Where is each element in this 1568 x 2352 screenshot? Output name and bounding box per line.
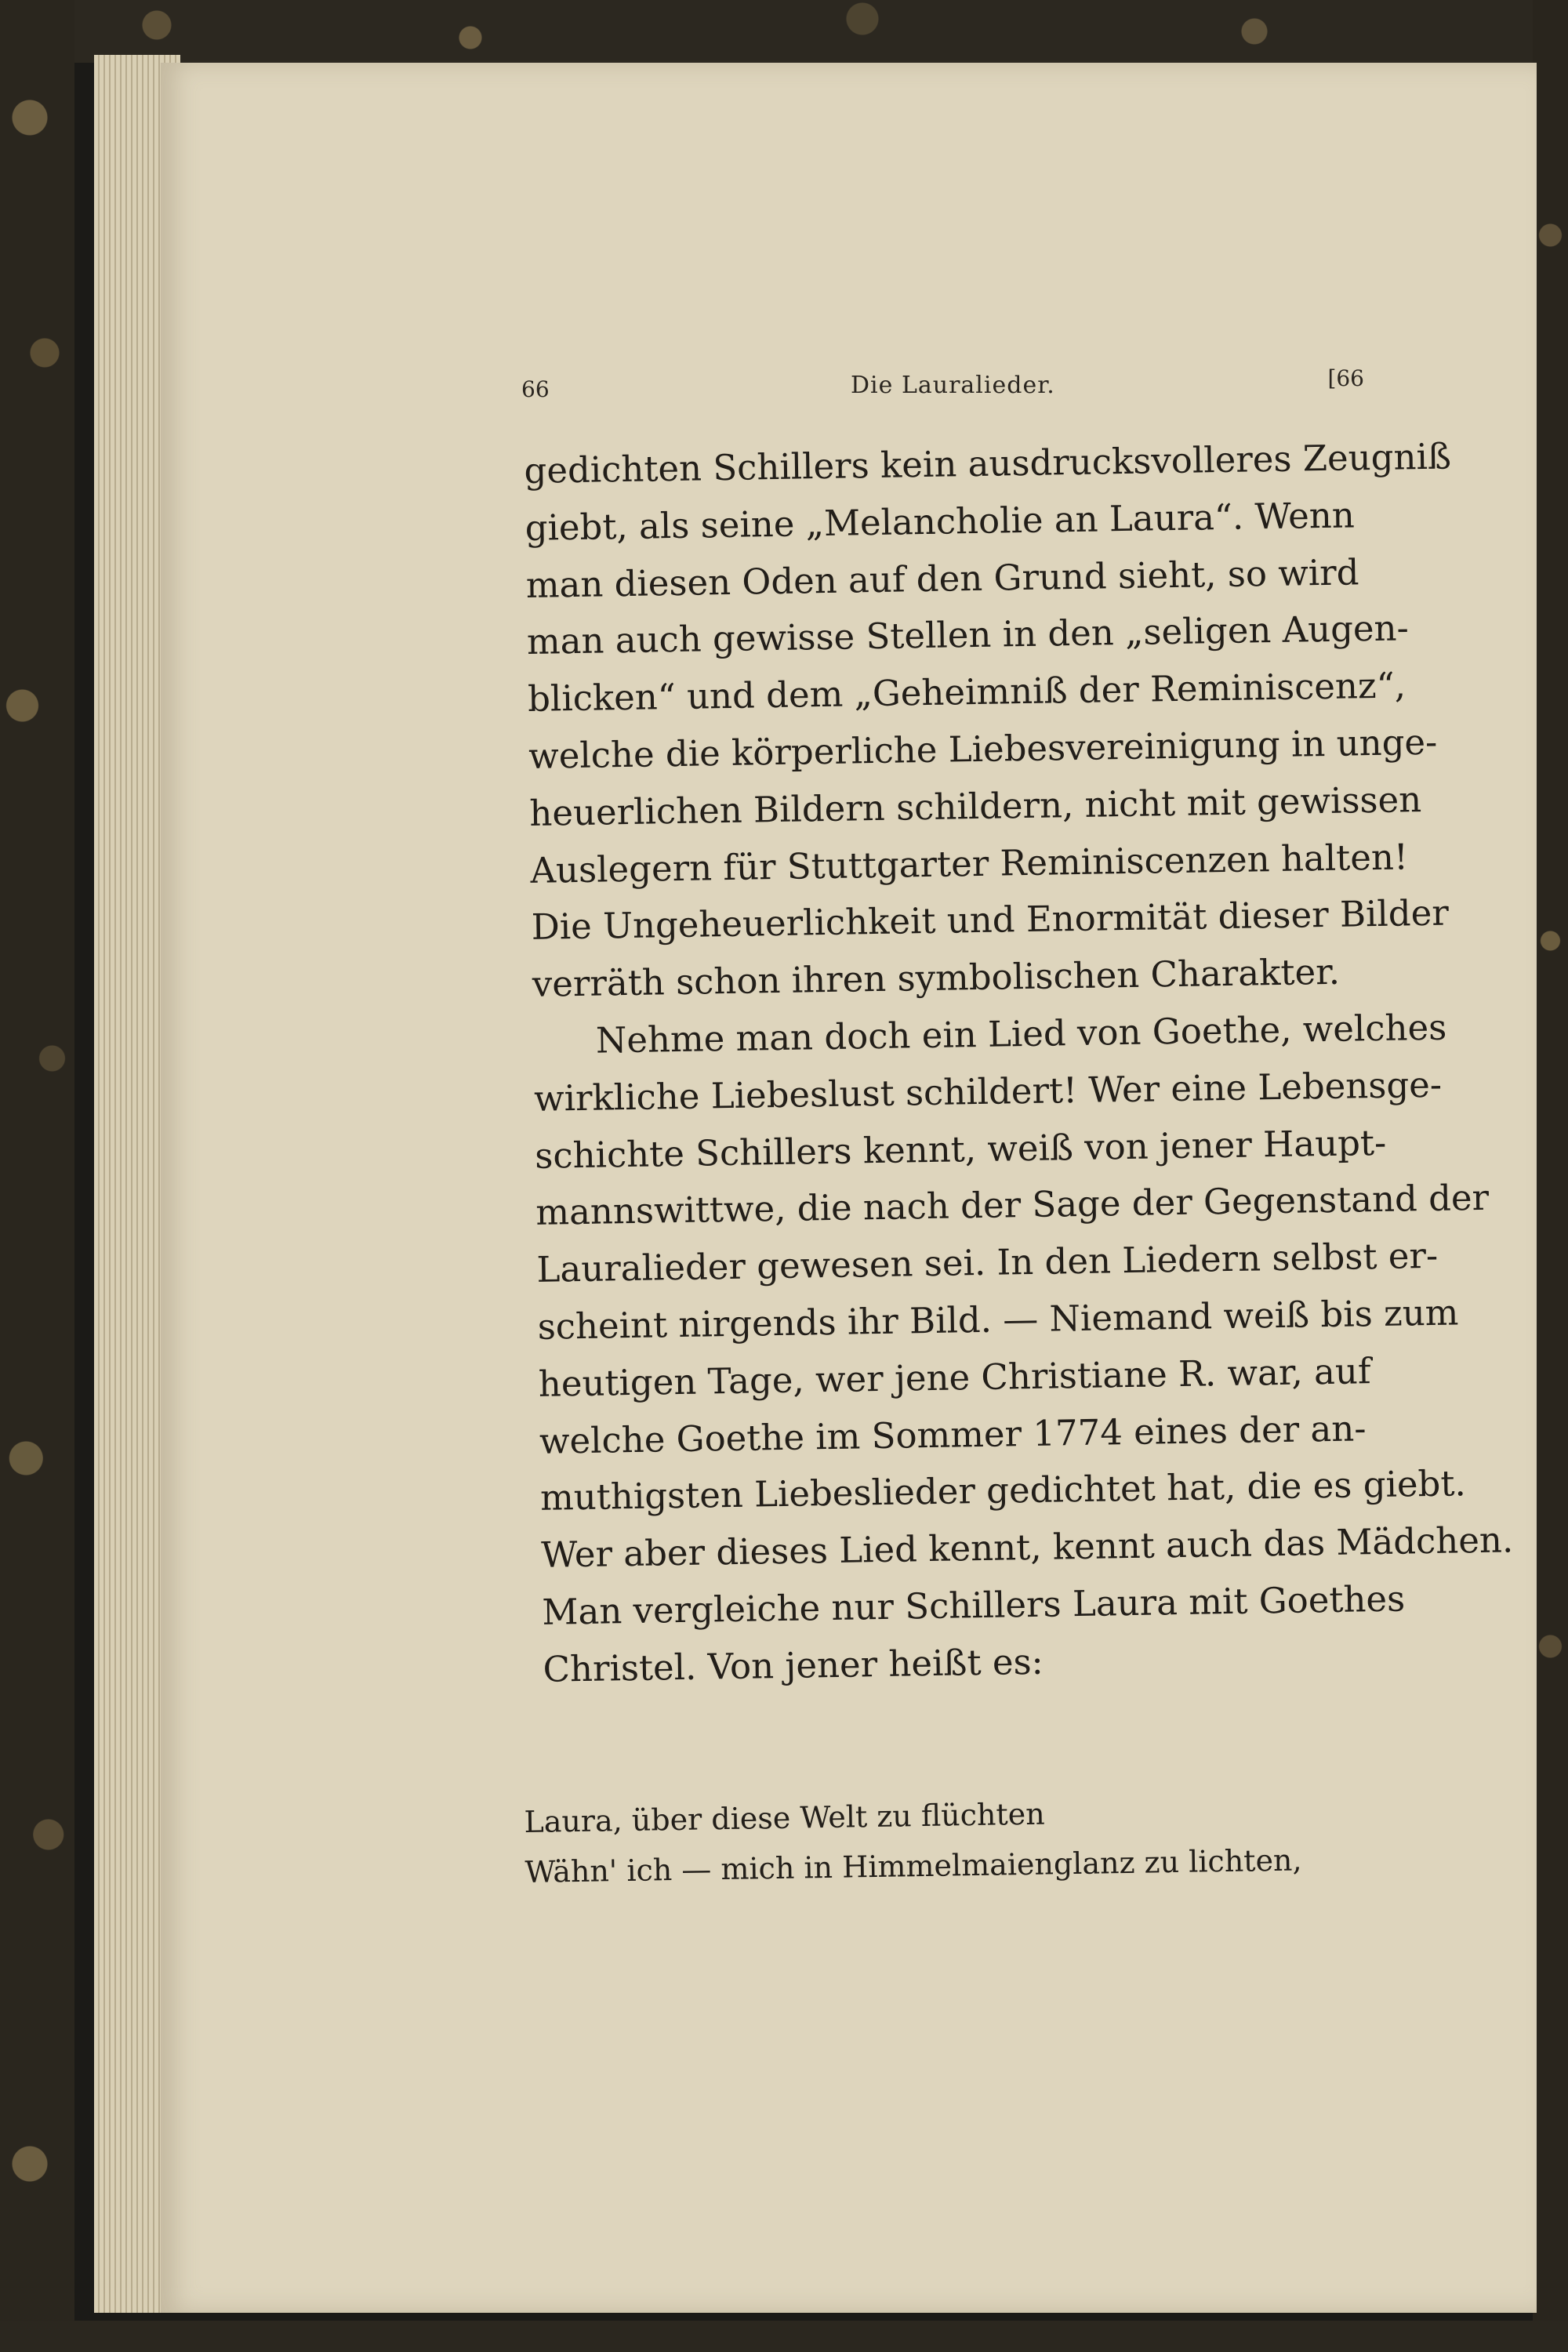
text-line: heuerlichen Bildern schildern, nicht mit gewissen xyxy=(529,778,1422,834)
text-line: Christel. Von jener heißt es: xyxy=(543,1640,1044,1690)
text-line: Nehme man doch ein Lied von Goethe, welches xyxy=(595,1006,1447,1062)
book-cover-left xyxy=(0,0,74,2352)
verse-line: Wähn' ich — mich in Himmelmaienglanz zu lichten, xyxy=(524,1842,1302,1889)
text-line: Lauralieder gewesen sei. In den Liedern selbst er- xyxy=(536,1234,1439,1291)
text-line: verräth schon ihren symbolischen Charakter. xyxy=(532,950,1341,1006)
page-header xyxy=(521,365,1376,412)
text-line: Die Ungeheuerlichkeit und Enormität dieser Bilder xyxy=(531,891,1450,949)
text-line: heutigen Tage, wer jene Christiane R. war, auf xyxy=(538,1349,1371,1405)
running-head: Die Lauralieder. xyxy=(851,372,1055,399)
text-line: man auch gewisse Stellen in den „seligen Augen- xyxy=(526,607,1410,663)
text-line: blicken“ und dem „Geheimniß der Reminiscenz“, xyxy=(527,664,1406,720)
verse-quote xyxy=(524,1784,1388,1897)
verse-line: Laura, über diese Welt zu flüchten xyxy=(524,1796,1046,1839)
text-line: wirkliche Liebeslust schildert! Wer eine Lebensge- xyxy=(533,1063,1443,1120)
text-line: scheint nirgends ihr Bild. — Niemand weiß bis zum xyxy=(537,1291,1459,1348)
text-line: Wer aber dieses Lied kennt, kennt auch das Mädchen. xyxy=(540,1519,1514,1576)
text-line: welche Goethe im Sommer 1774 eines der an- xyxy=(539,1406,1367,1462)
text-line: schichte Schillers kennt, weiß von jener Haupt- xyxy=(534,1121,1387,1177)
book-cover-bottom xyxy=(0,2321,1568,2352)
page-reference: [66 xyxy=(1327,365,1364,391)
text-line: man diesen Oden auf den Grund sieht, so wird xyxy=(525,550,1359,606)
text-line: Auslegern für Stuttgarter Reminiscenzen halten! xyxy=(530,835,1409,891)
book-cover-top xyxy=(0,0,1568,63)
text-line: gedichten Schillers kein ausdrucksvolleres Zeugniß xyxy=(524,435,1452,492)
book-cover-right xyxy=(1533,0,1568,2352)
text-line: Man vergleiche nur Schillers Laura mit Goethes xyxy=(542,1577,1406,1633)
text-line: giebt, als seine „Melancholie an Laura“. Wenn xyxy=(524,494,1356,549)
text-line: mannswittwe, die nach der Sage der Gegenstand der xyxy=(535,1177,1490,1234)
text-line: muthigsten Liebeslieder gedichtet hat, die es giebt. xyxy=(539,1462,1467,1519)
text-line: welche die körperliche Liebesvereinigung in unge- xyxy=(528,720,1438,777)
page-number: 66 xyxy=(521,376,550,402)
body-text xyxy=(524,430,1514,1699)
